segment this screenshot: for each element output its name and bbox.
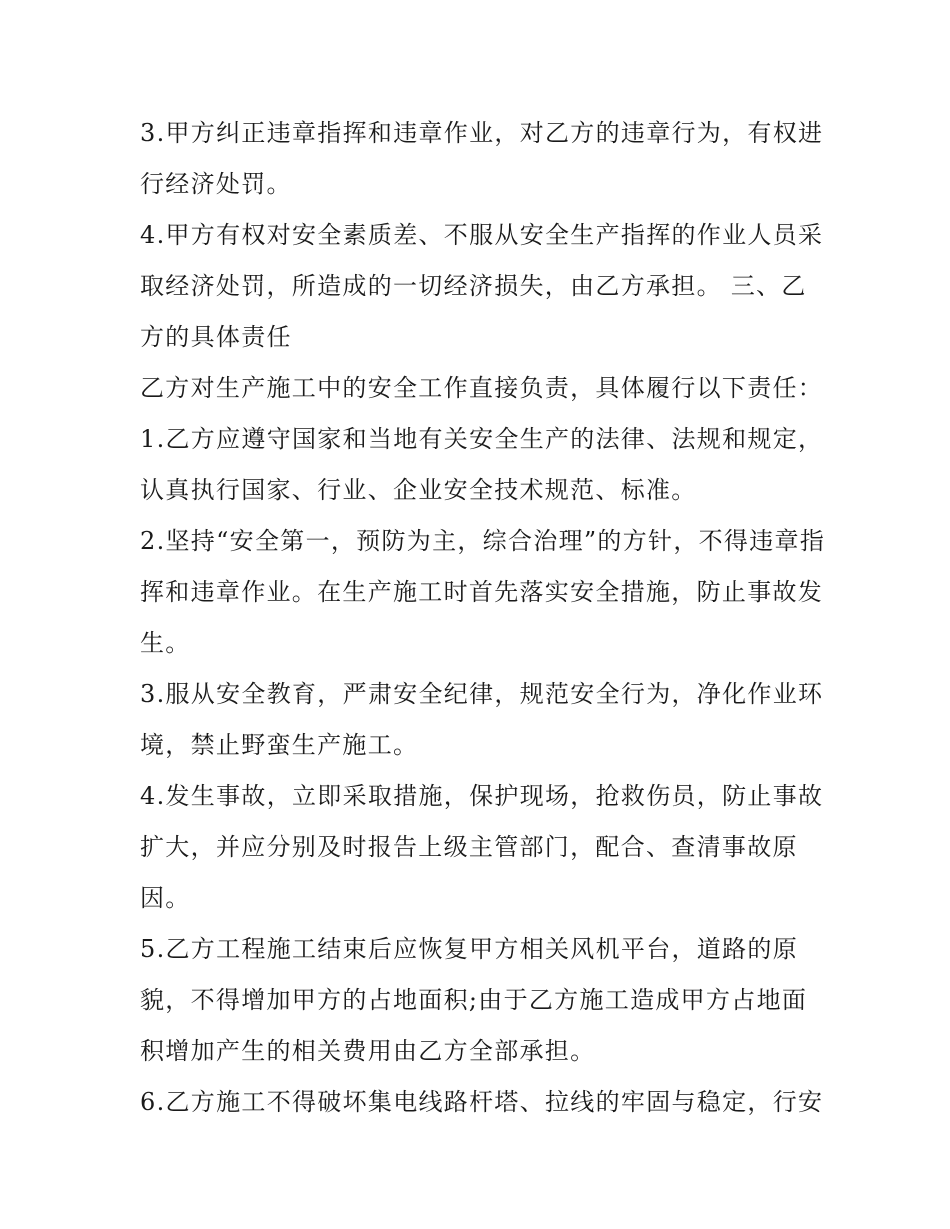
text-line: 方的具体责任 xyxy=(140,323,292,351)
paragraph-party-b-intro xyxy=(140,363,824,414)
text-line: 境，禁止野蛮生产施工。 xyxy=(140,731,419,759)
paragraph-clause-1-party-b xyxy=(140,414,824,516)
text-line: 3.服从安全教育，严肃安全纪律，规范安全行为，净化作业环 xyxy=(140,680,824,708)
text-line: 挥和违章作业。在生产施工时首先落实安全措施，防止事故发 xyxy=(140,578,824,606)
text-line: 3.甲方纠正违章指挥和违章作业，对乙方的违章行为，有权进 xyxy=(140,119,824,147)
text-line: 取经济处罚，所造成的一切经济损失，由乙方承担。 三、乙 xyxy=(140,272,807,300)
text-line: 乙方对生产施工中的安全工作直接负责，具体履行以下责任： xyxy=(140,374,824,402)
text-line: 5.乙方工程施工结束后应恢复甲方相关风机平台，道路的原 xyxy=(140,935,798,963)
paragraph-clause-5-party-b xyxy=(140,924,815,1077)
paragraph-clause-4-party-a xyxy=(140,210,824,363)
text-line: 认真执行国家、行业、企业安全技术规范、标准。 xyxy=(140,476,697,504)
paragraph-clause-4-party-b xyxy=(140,771,824,924)
text-line: 6.乙方施工不得破坏集电线路杆塔、拉线的牢固与稳定，行安 xyxy=(140,1088,824,1116)
document-page xyxy=(140,108,826,1128)
text-line: 生。 xyxy=(140,629,191,657)
text-line: 积增加产生的相关费用由乙方全部承担。 xyxy=(140,1037,596,1065)
paragraph-clause-3-party-a xyxy=(140,108,824,210)
text-line: 因。 xyxy=(140,884,191,912)
text-line: 4.甲方有权对安全素质差、不服从安全生产指挥的作业人员采 xyxy=(140,221,824,249)
text-line: 扩大，并应分别及时报告上级主管部门，配合、查清事故原 xyxy=(140,833,798,861)
text-line: 2.坚持“安全第一，预防为主，综合治理”的方针，不得违章指 xyxy=(140,527,826,555)
text-line: 行经济处罚。 xyxy=(140,170,292,198)
paragraph-clause-6-party-b xyxy=(140,1077,824,1128)
text-line: 4.发生事故，立即采取措施，保护现场，抢救伤员，防止事故 xyxy=(140,782,824,810)
paragraph-clause-3-party-b xyxy=(140,669,824,771)
paragraph-clause-2-party-b xyxy=(140,516,826,669)
text-line: 貌，不得增加甲方的占地面积;由于乙方施工造成甲方占地面 xyxy=(140,986,808,1014)
text-line: 1.乙方应遵守国家和当地有关安全生产的法律、法规和规定， xyxy=(140,425,824,453)
